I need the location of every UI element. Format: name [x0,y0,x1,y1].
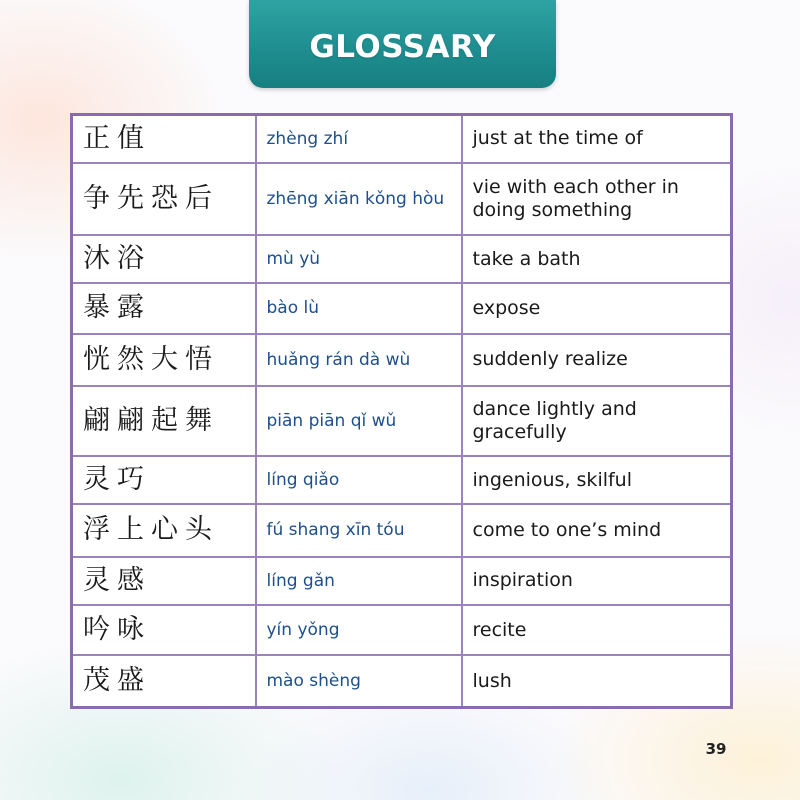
meaning-cell: recite [462,605,732,655]
meaning-cell: suddenly realize [462,334,732,386]
pinyin-cell: huǎng rán dà wù [256,334,462,386]
table-row [72,557,732,605]
hanzi-cell: 争先恐后 [72,163,256,235]
meaning-cell: vie with each other in doing something [462,163,732,235]
table-row [72,655,732,707]
hanzi-cell: 正值 [72,115,256,163]
hanzi-cell: 沐浴 [72,235,256,283]
meaning-cell: inspiration [462,557,732,605]
table-row [72,163,732,235]
table-row [72,456,732,504]
pinyin-cell: mào shèng [256,655,462,707]
meaning-cell: just at the time of [462,115,732,163]
table-row [72,386,732,456]
hanzi-cell: 灵感 [72,557,256,605]
meaning-cell: lush [462,655,732,707]
pinyin-cell: zhèng zhí [256,115,462,163]
meaning-cell: come to one’s mind [462,504,732,556]
pinyin-cell: zhēng xiān kǒng hòu [256,163,462,235]
meaning-cell: take a bath [462,235,732,283]
hanzi-cell: 暴露 [72,283,256,333]
meaning-cell: ingenious, skilful [462,456,732,504]
page-title: GLOSSARY [309,29,496,65]
page-number: 39 [705,740,727,758]
hanzi-cell: 翩翩起舞 [72,386,256,456]
pinyin-cell: bào lù [256,283,462,333]
pinyin-cell: yín yǒng [256,605,462,655]
table-row [72,235,732,283]
hanzi-cell: 灵巧 [72,456,256,504]
table-row [72,334,732,386]
glossary-table [70,113,733,709]
pinyin-cell: líng qiǎo [256,456,462,504]
table-row [72,283,732,333]
pinyin-cell: fú shang xīn tóu [256,504,462,556]
hanzi-cell: 恍然大悟 [72,334,256,386]
hanzi-cell: 吟咏 [72,605,256,655]
pinyin-cell: piān piān qǐ wǔ [256,386,462,456]
table-row [72,115,732,163]
meaning-cell: dance lightly and gracefully [462,386,732,456]
meaning-cell: expose [462,283,732,333]
pinyin-cell: líng gǎn [256,557,462,605]
hanzi-cell: 浮上心头 [72,504,256,556]
pinyin-cell: mù yù [256,235,462,283]
table-row [72,504,732,556]
hanzi-cell: 茂盛 [72,655,256,707]
title-banner [249,0,556,88]
table-row [72,605,732,655]
